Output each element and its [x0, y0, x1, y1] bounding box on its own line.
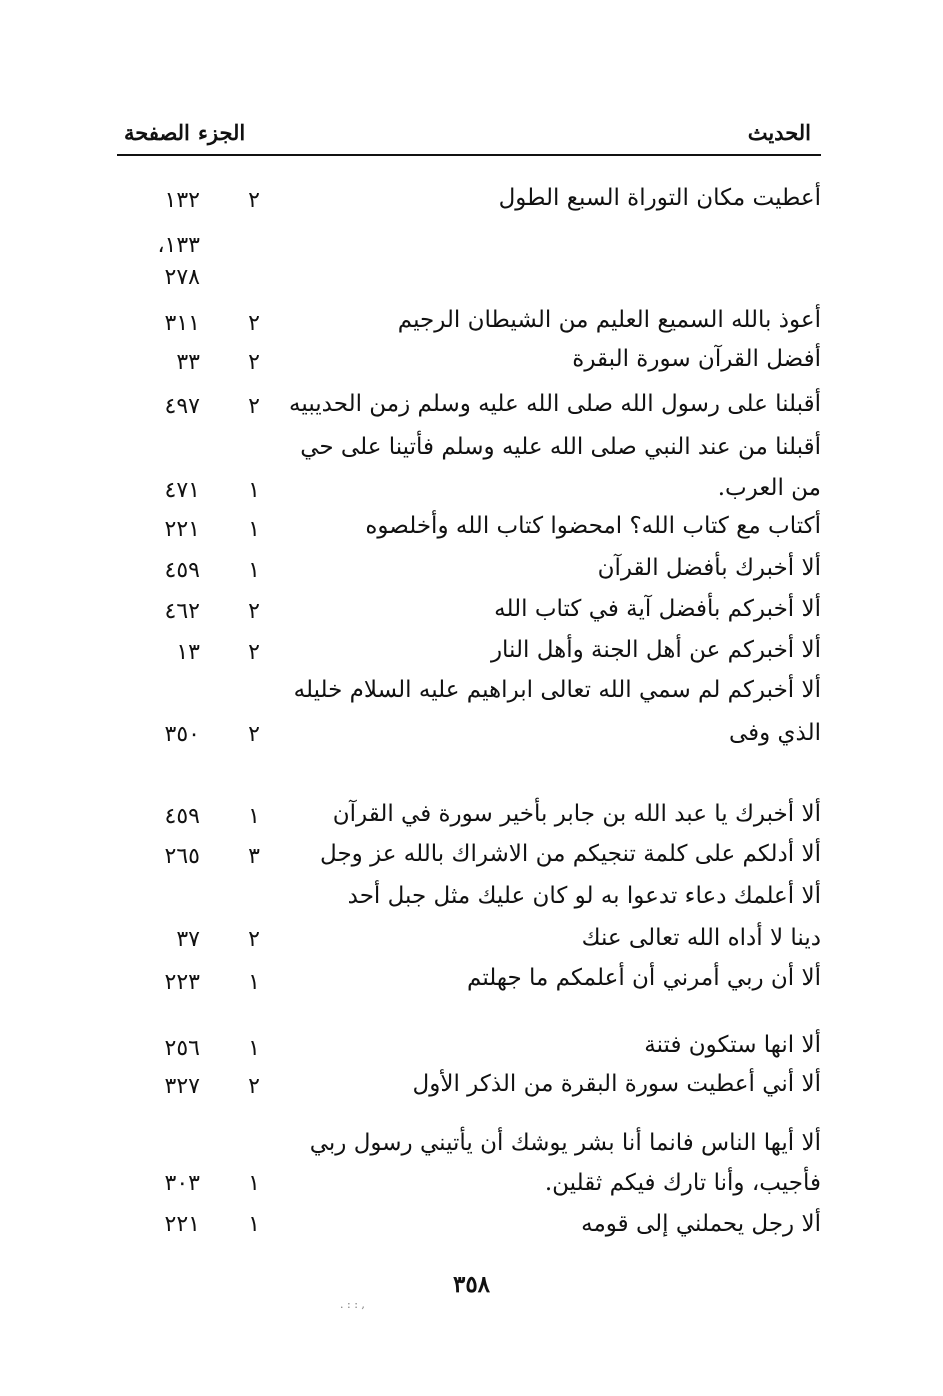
page-ref: ٣٢٧ — [164, 1074, 200, 1099]
page-ref: ٤٧١ — [164, 478, 200, 503]
juz-number: ٢ — [248, 927, 260, 952]
hadith-line: أقبلنا من عند النبي صلى الله عليه وسلم فأتينا على حي — [300, 434, 821, 460]
page-ref: ٢٢٣ — [164, 970, 200, 995]
hadith-line: أعطيت مكان التوراة السبع الطول — [498, 185, 821, 211]
juz-number: ١ — [248, 1171, 260, 1196]
hadith-line: فأجيب، وأنا تارك فيكم ثقلين. — [544, 1170, 821, 1196]
header-juz: الجزء — [198, 120, 246, 145]
juz-number: ١ — [248, 970, 260, 995]
juz-number: ١ — [248, 478, 260, 503]
hadith-line: ألا أخبركم بأفضل آية في كتاب الله — [494, 596, 821, 622]
hadith-line: ألا أخبرك يا عبد الله بن جابر بأخير سورة في القرآن — [332, 801, 821, 827]
hadith-line: ألا أني أعطيت سورة البقرة من الذكر الأول — [412, 1071, 821, 1097]
page-ref: ٢٦٥ — [164, 844, 200, 869]
page-ref: ٤٩٧ — [164, 394, 200, 419]
hadith-line: أكتاب مع كتاب الله؟ امحضوا كتاب الله وأخلصوه — [365, 513, 821, 539]
juz-number: ٢ — [248, 722, 260, 747]
page-ref: ١٣ — [176, 640, 200, 665]
juz-number: ٢ — [248, 640, 260, 665]
page-number: ٣٥٨ — [452, 1271, 491, 1298]
hadith-line: ألا رجل يحملني إلى قومه — [581, 1211, 821, 1237]
juz-number: ١ — [248, 1036, 260, 1061]
page-ref: ٤٦٢ — [164, 599, 200, 624]
page-ref: ١٣٢ — [164, 188, 200, 213]
header-hadith: الحديث — [747, 120, 811, 145]
hadith-line: ألا أن ربي أمرني أن أعلمكم ما جهلتم — [467, 965, 821, 991]
juz-number: ١ — [248, 517, 260, 542]
hadith-line: ألا أيها الناس فانما أنا بشر يوشك أن يأتيني رسول ربي — [309, 1130, 821, 1156]
hadith-line: الذي وفى — [728, 720, 821, 746]
page-ref: ٣٧ — [176, 927, 200, 952]
page-ref: ١٣٣، — [157, 233, 200, 258]
juz-number: ٢ — [248, 350, 260, 375]
hadith-line: ألا أخبركم لم سمي الله تعالى ابراهيم عليه السلام خليله — [293, 677, 821, 703]
juz-number: ٢ — [248, 188, 260, 213]
hadith-line: أفضل القرآن سورة البقرة — [572, 346, 821, 372]
hadith-line: أقبلنا على رسول الله صلى الله عليه وسلم زمن الحديبيه — [289, 391, 821, 417]
hadith-line: ألا أخبركم عن أهل الجنة وأهل النار — [490, 637, 821, 663]
header-rule — [117, 154, 821, 156]
page-ref: ٣٠٣ — [164, 1171, 200, 1196]
hadith-line: ألا أدلكم على كلمة تنجيكم من الاشراك بالله عز وجل — [320, 841, 821, 867]
juz-number: ١ — [248, 558, 260, 583]
juz-number: ٢ — [248, 394, 260, 419]
hadith-line: دينا لا أداه الله تعالى عنك — [581, 925, 821, 951]
juz-number: ٣ — [248, 844, 260, 869]
page-ref: ٣٥٠ — [164, 722, 200, 747]
juz-number: ٢ — [248, 311, 260, 336]
hadith-line: من العرب. — [717, 475, 821, 501]
page-ref: ٤٥٩ — [164, 558, 200, 583]
juz-number: ١ — [248, 804, 260, 829]
hadith-line: ألا انها ستكون فتنة — [644, 1032, 821, 1058]
juz-number: ١ — [248, 1212, 260, 1237]
page-ref: ٣١١ — [164, 311, 200, 336]
page-ref: ٢٧٨ — [164, 265, 200, 290]
page-ref: ٤٥٩ — [164, 804, 200, 829]
scan-specks: . : : , — [340, 1298, 365, 1311]
hadith-line: ألا أعلمك دعاء تدعوا به لو كان عليك مثل جبل أحد — [347, 883, 821, 909]
page-ref: ٢٢١ — [164, 1212, 200, 1237]
hadith-line: أعوذ بالله السميع العليم من الشيطان الرجيم — [397, 307, 821, 333]
juz-number: ٢ — [248, 599, 260, 624]
page-ref: ٣٣ — [176, 350, 200, 375]
page-ref: ٢٢١ — [164, 517, 200, 542]
juz-number: ٢ — [248, 1074, 260, 1099]
header-page: الصفحة — [124, 120, 190, 145]
hadith-line: ألا أخبرك بأفضل القرآن — [597, 555, 821, 581]
page-ref: ٢٥٦ — [164, 1036, 200, 1061]
